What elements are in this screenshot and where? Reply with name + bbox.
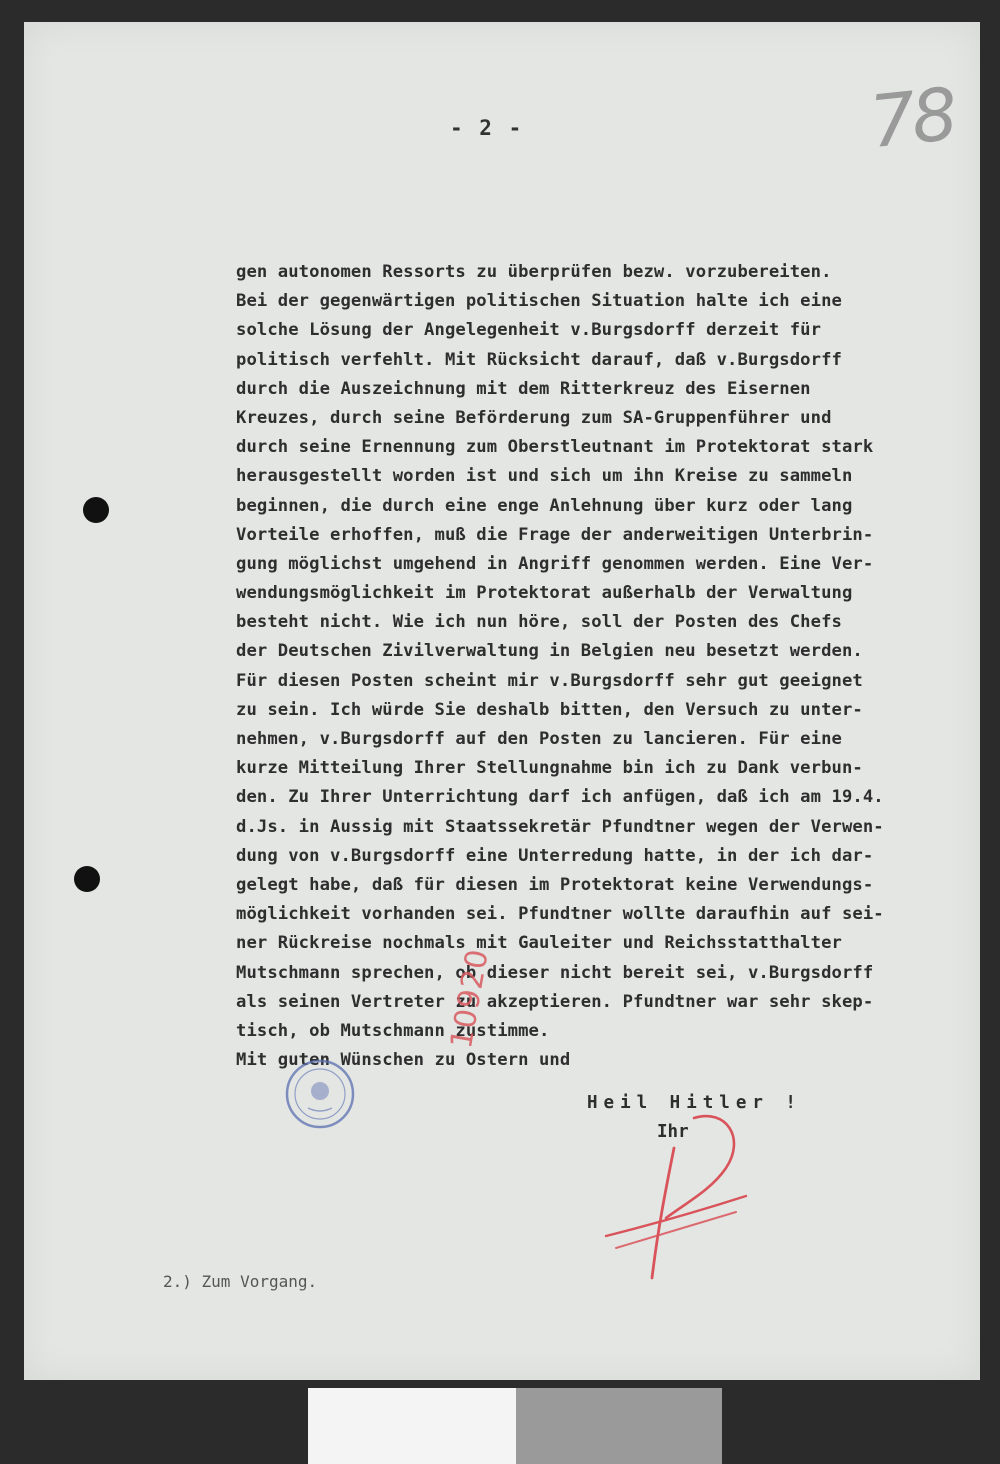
file-note: 2.) Zum Vorgang. [163, 1272, 318, 1291]
body-line: solche Lösung der Angelegenheit v.Burgsdorff derzeit für [236, 320, 822, 341]
folio-number: 78 [865, 71, 958, 165]
body-line: ner Rückreise nochmals mit Gauleiter und Reichsstatthalter [236, 933, 842, 954]
punch-hole-icon [83, 497, 109, 523]
body-line: möglichkeit vorhanden sei. Pfundtner wollte daraufhin auf sei- [236, 904, 884, 925]
registry-number: 10920 [444, 946, 496, 1052]
body-line: gen autonomen Ressorts zu überprüfen bezw. vorzubereiten. [236, 262, 832, 282]
body-line: beginnen, die durch eine enge Anlehnung über kurz oder lang [236, 495, 853, 516]
closing-salutation: Heil Hitler ! [587, 1093, 802, 1113]
body-line: Vorteile erhoffen, muß die Frage der anderweitigen Unterbrin- [236, 524, 874, 545]
body-line: d.Js. in Aussig mit Staatssekretär Pfundtner wegen der Verwen- [236, 816, 884, 837]
signature-icon [596, 1108, 756, 1284]
calibration-strip-white [308, 1388, 516, 1464]
body-line: Mutschmann sprechen, ob dieser nicht bereit sei, v.Burgsdorff [236, 962, 874, 983]
body-line: herausgestellt worden ist und sich um ihn Kreise zu sammeln [236, 466, 853, 487]
body-line: dung von v.Burgsdorff eine Unterredung hatte, in der ich dar- [236, 845, 874, 866]
body-line: Mit guten Wünschen zu Ostern und [236, 1050, 571, 1071]
body-line: als seinen Vertreter zu akzeptieren. Pfundtner war sehr skep- [236, 991, 874, 1012]
body-line: Kreuzes, durch seine Beförderung zum SA-Gruppenführer und [236, 407, 832, 428]
body-line: den. Zu Ihrer Unterrichtung darf ich anfügen, daß ich am 19.4. [236, 787, 884, 808]
body-line: gung möglichst umgehend in Angriff genommen werden. Eine Ver- [236, 553, 874, 574]
body-line: gelegt habe, daß für diesen im Protektorat keine Verwendungs- [236, 874, 874, 895]
closing-ihr: Ihr [657, 1122, 689, 1142]
page-number: - 2 - [450, 116, 524, 140]
letter-body [236, 258, 976, 1075]
body-line: durch seine Ernennung zum Oberstleutnant im Protektorat stark [236, 437, 874, 458]
body-line: zu sein. Ich würde Sie deshalb bitten, den Versuch zu unter- [236, 699, 863, 720]
body-line: besteht nicht. Wie ich nun höre, soll der Posten des Chefs [236, 612, 842, 633]
body-line: tisch, ob Mutschmann zustimme. [236, 1020, 550, 1041]
body-line: politisch verfehlt. Mit Rücksicht darauf, daß v.Burgsdorff [236, 349, 842, 370]
body-line: kurze Mitteilung Ihrer Stellungnahme bin ich zu Dank verbun- [236, 758, 863, 779]
punch-hole-icon [74, 866, 100, 892]
body-line: durch die Auszeichnung mit dem Ritterkreuz des Eisernen [236, 378, 811, 399]
body-line: der Deutschen Zivilverwaltung in Belgien neu besetzt werden. [236, 641, 863, 662]
body-line: Bei der gegenwärtigen politischen Situation halte ich eine [236, 291, 842, 312]
official-seal-icon [275, 1058, 365, 1130]
body-line: nehmen, v.Burgsdorff auf den Posten zu lancieren. Für eine [236, 729, 842, 749]
calibration-strip-grey [516, 1388, 722, 1464]
body-line: wendungsmöglichkeit im Protektorat außerhalb der Verwaltung [236, 583, 853, 604]
body-line: Für diesen Posten scheint mir v.Burgsdorff sehr gut geeignet [236, 670, 863, 691]
